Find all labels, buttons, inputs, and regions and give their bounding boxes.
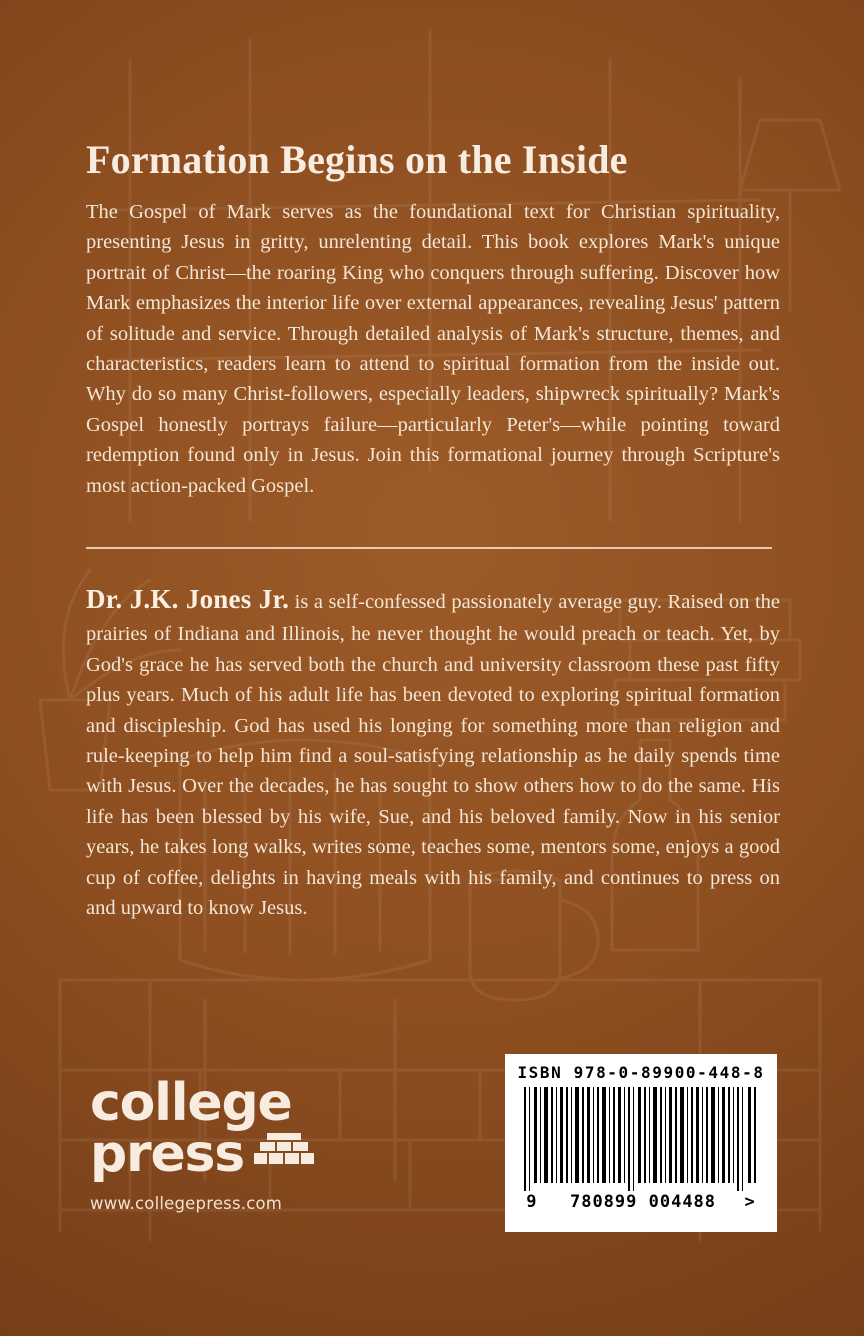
isbn-barcode	[505, 1054, 777, 1232]
book-description: The Gospel of Mark serves as the foundational text for Christian spirituality, presenting Jesus in gritty, unrelenting detail. This book explores Mark's unique portrait of Christ—the roaring King who conquers through suffering. Discover how Mark emphasizes the interior life over external appearances, revealing Jesus' pattern of solitude and service. Through detailed analysis of Mark's structure, themes, and characteristics, readers learn to attend to spiritual formation from the inside out. Why do so many Christ-followers, especially leaders, shipwreck spiritually? Mark's Gospel honestly portrays failure—particularly Peter's—while pointing toward redemption found only in Jesus. Join this formational journey through Scripture's most action-packed Gospel.	[86, 200, 780, 497]
stacked-books-icon	[254, 1131, 314, 1170]
author-bio-text: is a self-confessed passionately average guy. Raised on the prairies of Indiana and Illinois, he never thought he would preach or teach. Yet, by God's grace he has served both the church and university classroom these past fifty plus years. Much of his adult life has been devoted to exploring spiritual formation and discipleship. God has used his longing for something more than religion and rule-keeping to help him find a soul-satisfying relationship as he daily spends time with Jesus. Over the decades, he has sought to show others how to do the same. His life has been blessed by his wife, Sue, and his beloved family. Now in his senior years, he takes long walks, writes some, teaches some, mentors some, enjoys a good cup of coffee, delights in having meals with his family, and continues to press on and upward to know Jesus.	[86, 591, 780, 920]
author-name: Dr. J.K. Jones Jr.	[86, 584, 290, 615]
divider	[86, 547, 772, 549]
isbn-label: ISBN 978-0-89900-448-8	[517, 1063, 765, 1082]
barcode-digits	[505, 1192, 777, 1212]
author-bio-paragraph	[86, 579, 780, 923]
publisher-website[interactable]: www.collegepress.com	[90, 1193, 283, 1213]
barcode-bars	[522, 1087, 760, 1191]
barcode-digit-main: 780899 004488	[569, 1192, 717, 1212]
footer	[86, 1035, 780, 1285]
barcode-digit-left: 9	[526, 1192, 538, 1212]
publisher-logo[interactable]	[90, 1073, 390, 1213]
publisher-name-line1: college	[90, 1073, 292, 1133]
publisher-name-line2: press	[90, 1123, 245, 1184]
barcode-digit-right: >	[744, 1192, 756, 1212]
page-title: Formation Begins on the Inside	[86, 137, 628, 182]
cover-content	[86, 0, 780, 1336]
